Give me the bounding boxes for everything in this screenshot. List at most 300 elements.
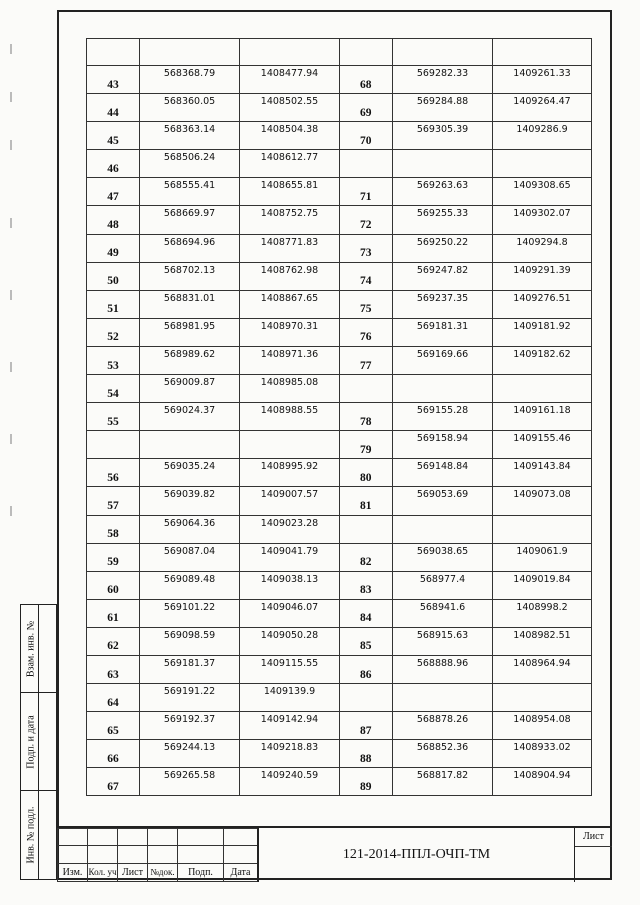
x-coordinate-right: 569181.31: [416, 320, 469, 332]
x-coordinate-left: 569064.36: [163, 517, 216, 529]
table-cell: [240, 768, 340, 796]
table-cell: [340, 627, 393, 655]
table-cell: [493, 234, 592, 262]
x-coordinate-right: 568941.6: [419, 601, 466, 613]
x-coordinate-left: 569265.58: [163, 770, 216, 782]
table-cell: [240, 515, 340, 543]
table-cell: [140, 487, 240, 515]
table-cell: [140, 66, 240, 94]
table-cell: [340, 740, 393, 768]
document-code: 121-2014-ППЛ-ОЧП-ТМ: [257, 828, 575, 882]
margin-mark: [10, 218, 12, 228]
y-coordinate-right: 1408904.94: [513, 770, 571, 782]
table-cell: [493, 94, 592, 122]
x-coordinate-left: 568555.41: [163, 180, 216, 192]
table-cell: [140, 206, 240, 234]
point-number-left: 43: [107, 78, 119, 91]
y-coordinate-left: 1408504.38: [260, 124, 319, 136]
x-coordinate-left: 568669.97: [163, 208, 216, 220]
x-coordinate-right: 569255.33: [416, 208, 469, 220]
table-cell: [393, 571, 493, 599]
point-number-left: 57: [107, 500, 119, 512]
point-number-left: 66: [107, 752, 119, 765]
point-number-left: 65: [107, 724, 119, 737]
table-cell: [340, 178, 393, 206]
table-cell: [493, 122, 592, 150]
point-number-left: 58: [107, 528, 119, 541]
table-row: [87, 768, 592, 796]
point-number-right: 77: [360, 359, 372, 372]
table-row: [87, 487, 592, 515]
x-coordinate-left: 568831.01: [163, 292, 216, 304]
point-number-right: 89: [360, 780, 372, 793]
side-cell-inv-podl: [21, 791, 56, 879]
table-row: [87, 94, 592, 122]
table-cell: [140, 599, 240, 627]
x-coordinate-left: 568981.95: [163, 320, 216, 332]
table-cell: [493, 768, 592, 796]
point-number-right: 70: [360, 134, 372, 147]
table-row: [87, 122, 592, 150]
table-row: [87, 571, 592, 599]
table-row: [87, 346, 592, 374]
table-cell: [140, 655, 240, 683]
table-cell: [140, 571, 240, 599]
point-number-right: 69: [360, 106, 372, 119]
x-coordinate-left: 569089.48: [163, 573, 216, 585]
table-cell: [493, 740, 592, 768]
x-coordinate-left: 569101.22: [163, 601, 216, 613]
point-number-right: 81: [360, 500, 372, 512]
x-coordinate-left: 568363.14: [163, 124, 216, 136]
point-number-left: 64: [107, 696, 119, 709]
x-coordinate-left: 568506.24: [163, 152, 216, 164]
x-coordinate-right: 569282.33: [416, 68, 469, 79]
table-cell: [393, 122, 493, 150]
x-coordinate-right: 569305.39: [416, 124, 469, 136]
y-coordinate-left: 1409007.57: [260, 489, 319, 501]
table-cell: [340, 571, 393, 599]
table-row: [87, 684, 592, 712]
table-cell: [240, 150, 340, 178]
table-cell: [393, 206, 493, 234]
table-cell: [140, 712, 240, 740]
table-row: [87, 290, 592, 318]
side-cell-vzam: [21, 605, 56, 693]
table-cell: [493, 375, 592, 403]
table-cell: [87, 543, 140, 571]
sheet-number-box: [575, 828, 612, 882]
table-cell: [87, 571, 140, 599]
point-number-left: 45: [107, 134, 119, 147]
table-cell: [87, 122, 140, 150]
table-cell: [87, 627, 140, 655]
x-coordinate-left: 569244.13: [163, 742, 216, 754]
x-coordinate-right: 568915.63: [416, 629, 469, 641]
table-cell: [140, 318, 240, 346]
margin-mark: [10, 44, 12, 54]
table-cell: [240, 346, 340, 374]
vzam-inv-label: Взам. инв. №: [25, 620, 37, 677]
table-cell: [340, 403, 393, 431]
margin-mark: [10, 140, 12, 150]
table-cell: [87, 431, 140, 459]
table-row: [87, 262, 592, 290]
table-cell: [493, 627, 592, 655]
point-number-left: 55: [107, 415, 119, 428]
table-header-row: [87, 39, 592, 66]
table-cell: [140, 290, 240, 318]
table-cell: [240, 375, 340, 403]
table-cell: [140, 515, 240, 543]
x-coordinate-right: 569053.69: [416, 489, 469, 501]
table-cell: [240, 318, 340, 346]
y-coordinate-left: 1408655.81: [260, 180, 319, 192]
table-cell: [393, 740, 493, 768]
y-coordinate-left: 1409115.55: [260, 657, 319, 669]
table-cell: [140, 403, 240, 431]
table-cell: [340, 150, 393, 178]
margin-mark: [10, 290, 12, 300]
table-cell: [140, 234, 240, 262]
point-number-right: 68: [360, 78, 372, 91]
side-cell-podp: [21, 693, 56, 791]
header-cell: [393, 39, 493, 66]
table-cell: [340, 655, 393, 683]
table-cell: [393, 599, 493, 627]
x-coordinate-right: 569263.63: [416, 180, 469, 192]
point-number-right: 74: [360, 275, 372, 288]
table-row: [87, 740, 592, 768]
label-izm: Изм.: [58, 863, 88, 881]
point-number-left: 63: [107, 668, 119, 681]
table-cell: [140, 346, 240, 374]
y-coordinate-right: 1409261.33: [513, 68, 571, 79]
table-cell: [240, 740, 340, 768]
point-number-right: 78: [360, 415, 372, 428]
table-cell: [140, 178, 240, 206]
table-cell: [140, 94, 240, 122]
table-cell: [87, 262, 140, 290]
table-cell: [393, 431, 493, 459]
table-row: [87, 318, 592, 346]
y-coordinate-left: 1409240.59: [260, 770, 319, 782]
x-coordinate-right: 569169.66: [416, 348, 469, 360]
table-row: [87, 403, 592, 431]
table-row: [87, 178, 592, 206]
table-cell: [493, 684, 592, 712]
table-cell: [393, 768, 493, 796]
x-coordinate-right: 569284.88: [416, 96, 469, 108]
header-cell: [140, 39, 240, 66]
table-cell: [393, 627, 493, 655]
x-coordinate-right: 568817.82: [416, 770, 469, 782]
point-number-left: 50: [107, 275, 119, 288]
table-cell: [140, 768, 240, 796]
table-cell: [493, 712, 592, 740]
y-coordinate-left: 1408612.77: [260, 152, 319, 164]
table-cell: [493, 262, 592, 290]
point-number-left: 53: [107, 359, 119, 372]
x-coordinate-right: 569038.65: [416, 545, 469, 557]
table-cell: [240, 487, 340, 515]
y-coordinate-right: 1409143.84: [513, 461, 571, 473]
table-cell: [87, 375, 140, 403]
table-cell: [87, 234, 140, 262]
y-coordinate-left: 1408867.65: [260, 292, 319, 304]
y-coordinate-left: 1408970.31: [260, 320, 319, 332]
margin-mark: [10, 92, 12, 102]
point-number-right: 84: [360, 612, 372, 625]
table-cell: [393, 66, 493, 94]
y-coordinate-right: 1409294.8: [516, 236, 568, 248]
table-row: [87, 150, 592, 178]
table-cell: [87, 150, 140, 178]
x-coordinate-left: 569087.04: [163, 545, 216, 557]
table-cell: [140, 431, 240, 459]
sheet-label: Лист: [575, 828, 612, 847]
table-cell: [240, 290, 340, 318]
table-cell: [393, 346, 493, 374]
y-coordinate-left: 1408995.92: [260, 461, 319, 473]
y-coordinate-right: 1409073.08: [513, 489, 571, 501]
table-cell: [493, 346, 592, 374]
y-coordinate-left: 1408752.75: [260, 208, 319, 220]
y-coordinate-right: 1408982.51: [513, 629, 571, 641]
x-coordinate-right: 569155.28: [416, 405, 469, 417]
x-coordinate-right: 569237.35: [416, 292, 469, 304]
table-cell: [340, 684, 393, 712]
table-cell: [393, 515, 493, 543]
point-number-left: 61: [107, 612, 119, 625]
table-cell: [240, 206, 340, 234]
table-row: [87, 515, 592, 543]
x-coordinate-left: 569098.59: [163, 629, 216, 641]
table-cell: [87, 459, 140, 487]
y-coordinate-left: 1409041.79: [260, 545, 319, 557]
side-stamp: [20, 604, 57, 880]
header-cell: [340, 39, 393, 66]
table-cell: [340, 712, 393, 740]
table-cell: [240, 571, 340, 599]
table-cell: [87, 487, 140, 515]
y-coordinate-right: 1409276.51: [513, 292, 571, 304]
y-coordinate-right: 1409286.9: [516, 124, 568, 136]
table-cell: [493, 459, 592, 487]
y-coordinate-left: 1409139.9: [263, 686, 316, 698]
table-cell: [340, 122, 393, 150]
table-cell: [493, 515, 592, 543]
table-cell: [340, 66, 393, 94]
table-cell: [393, 178, 493, 206]
y-coordinate-left: 1409050.28: [260, 629, 319, 641]
table-cell: [340, 94, 393, 122]
table-cell: [87, 290, 140, 318]
point-number-left: 44: [107, 106, 119, 119]
table-cell: [140, 122, 240, 150]
header-cell: [240, 39, 340, 66]
table-cell: [493, 543, 592, 571]
table-cell: [140, 543, 240, 571]
table-cell: [240, 234, 340, 262]
table-row: [87, 627, 592, 655]
y-coordinate-right: 1409181.92: [513, 320, 571, 332]
table-cell: [240, 655, 340, 683]
point-number-left: 48: [107, 219, 119, 232]
y-coordinate-right: 1409291.39: [513, 264, 571, 276]
y-coordinate-right: 1409308.65: [513, 180, 571, 192]
x-coordinate-left: 569181.37: [163, 657, 216, 669]
table-cell: [87, 206, 140, 234]
y-coordinate-left: 1408985.08: [260, 377, 319, 389]
x-coordinate-left: 569191.22: [163, 686, 216, 698]
table-cell: [87, 94, 140, 122]
point-number-left: 59: [107, 556, 119, 569]
title-block: [57, 826, 612, 882]
point-number-right: 79: [360, 443, 372, 456]
table-cell: [493, 290, 592, 318]
point-number-left: 54: [107, 387, 119, 400]
table-cell: [493, 599, 592, 627]
inv-podl-label: Инв. № подл.: [25, 806, 37, 864]
table-cell: [393, 262, 493, 290]
label-podp: Подп.: [178, 863, 224, 881]
header-cell: [493, 39, 592, 66]
table-cell: [493, 66, 592, 94]
table-row: [87, 543, 592, 571]
y-coordinate-right: 1409161.18: [513, 405, 571, 417]
table-cell: [340, 262, 393, 290]
point-number-left: 51: [107, 303, 119, 316]
table-cell: [340, 346, 393, 374]
table-cell: [240, 431, 340, 459]
table-cell: [493, 487, 592, 515]
table-cell: [140, 459, 240, 487]
table-cell: [493, 178, 592, 206]
table-cell: [340, 206, 393, 234]
y-coordinate-left: 1409218.83: [260, 742, 319, 754]
table-cell: [493, 206, 592, 234]
y-coordinate-right: 1409019.84: [513, 573, 571, 585]
table-cell: [340, 515, 393, 543]
x-coordinate-right: 568852.36: [416, 742, 469, 754]
table-cell: [340, 459, 393, 487]
y-coordinate-left: 1408971.36: [260, 348, 319, 360]
point-number-left: 56: [107, 471, 119, 484]
x-coordinate-right: 569247.82: [416, 264, 469, 276]
point-number-right: 76: [360, 331, 372, 344]
y-coordinate-left: 1409023.28: [260, 517, 319, 529]
x-coordinate-left: 569035.24: [163, 461, 216, 473]
point-number-left: 52: [107, 331, 119, 344]
table-row: [87, 431, 592, 459]
label-ndok: №док.: [148, 863, 178, 881]
table-row: [87, 206, 592, 234]
table-row: [87, 712, 592, 740]
table-row: [87, 66, 592, 94]
table-cell: [493, 150, 592, 178]
x-coordinate-left: 568360.05: [163, 96, 216, 108]
x-coordinate-right: 569250.22: [416, 236, 469, 248]
table-cell: [393, 375, 493, 403]
x-coordinate-right: 569148.84: [416, 461, 469, 473]
point-number-right: 80: [360, 471, 372, 484]
x-coordinate-right: 569158.94: [416, 433, 469, 445]
table-cell: [340, 290, 393, 318]
point-number-right: 75: [360, 303, 372, 316]
table-row: [87, 655, 592, 683]
table-cell: [340, 375, 393, 403]
label-list: Лист: [118, 863, 148, 881]
table-cell: [393, 712, 493, 740]
y-coordinate-left: 1409142.94: [260, 714, 319, 726]
table-cell: [87, 403, 140, 431]
table-cell: [87, 740, 140, 768]
table-cell: [140, 375, 240, 403]
table-cell: [240, 178, 340, 206]
table-cell: [87, 599, 140, 627]
table-cell: [393, 318, 493, 346]
header-cell: [87, 39, 140, 66]
podp-data-label: Подп. и дата: [25, 714, 37, 769]
table-cell: [393, 487, 493, 515]
table-cell: [87, 346, 140, 374]
y-coordinate-right: 1408933.02: [513, 742, 571, 754]
margin-mark: [10, 506, 12, 516]
x-coordinate-right: 568878.26: [416, 714, 469, 726]
x-coordinate-right: 568888.96: [416, 657, 469, 669]
table-cell: [340, 431, 393, 459]
table-cell: [393, 94, 493, 122]
y-coordinate-right: 1408954.08: [513, 714, 571, 726]
y-coordinate-right: 1409155.46: [513, 433, 571, 445]
table-cell: [393, 150, 493, 178]
point-number-right: 86: [360, 668, 372, 681]
table-cell: [493, 403, 592, 431]
table-row: [87, 234, 592, 262]
x-coordinate-right: 568977.4: [419, 573, 466, 585]
y-coordinate-right: 1409061.9: [516, 545, 568, 557]
y-coordinate-right: 1408998.2: [516, 601, 568, 613]
x-coordinate-left: 568702.13: [163, 264, 216, 276]
table-cell: [340, 487, 393, 515]
y-coordinate-right: 1408964.94: [513, 657, 571, 669]
y-coordinate-right: 1409182.62: [513, 348, 571, 360]
table-cell: [393, 290, 493, 318]
table-row: [87, 459, 592, 487]
point-number-left: 49: [107, 247, 119, 260]
table-cell: [340, 768, 393, 796]
table-cell: [493, 431, 592, 459]
table-cell: [240, 403, 340, 431]
point-number-right: 85: [360, 640, 372, 653]
table-cell: [87, 712, 140, 740]
x-coordinate-left: 568694.96: [163, 236, 216, 248]
x-coordinate-left: 568368.79: [163, 68, 216, 79]
point-number-left: 46: [107, 162, 119, 175]
point-number-right: 83: [360, 584, 372, 597]
table-cell: [493, 318, 592, 346]
point-number-left: 60: [107, 584, 119, 597]
point-number-right: 82: [360, 556, 372, 569]
table-cell: [87, 178, 140, 206]
table-cell: [140, 627, 240, 655]
table-cell: [240, 627, 340, 655]
x-coordinate-left: 569009.87: [163, 377, 216, 389]
table-cell: [87, 318, 140, 346]
table-cell: [240, 122, 340, 150]
table-cell: [240, 94, 340, 122]
